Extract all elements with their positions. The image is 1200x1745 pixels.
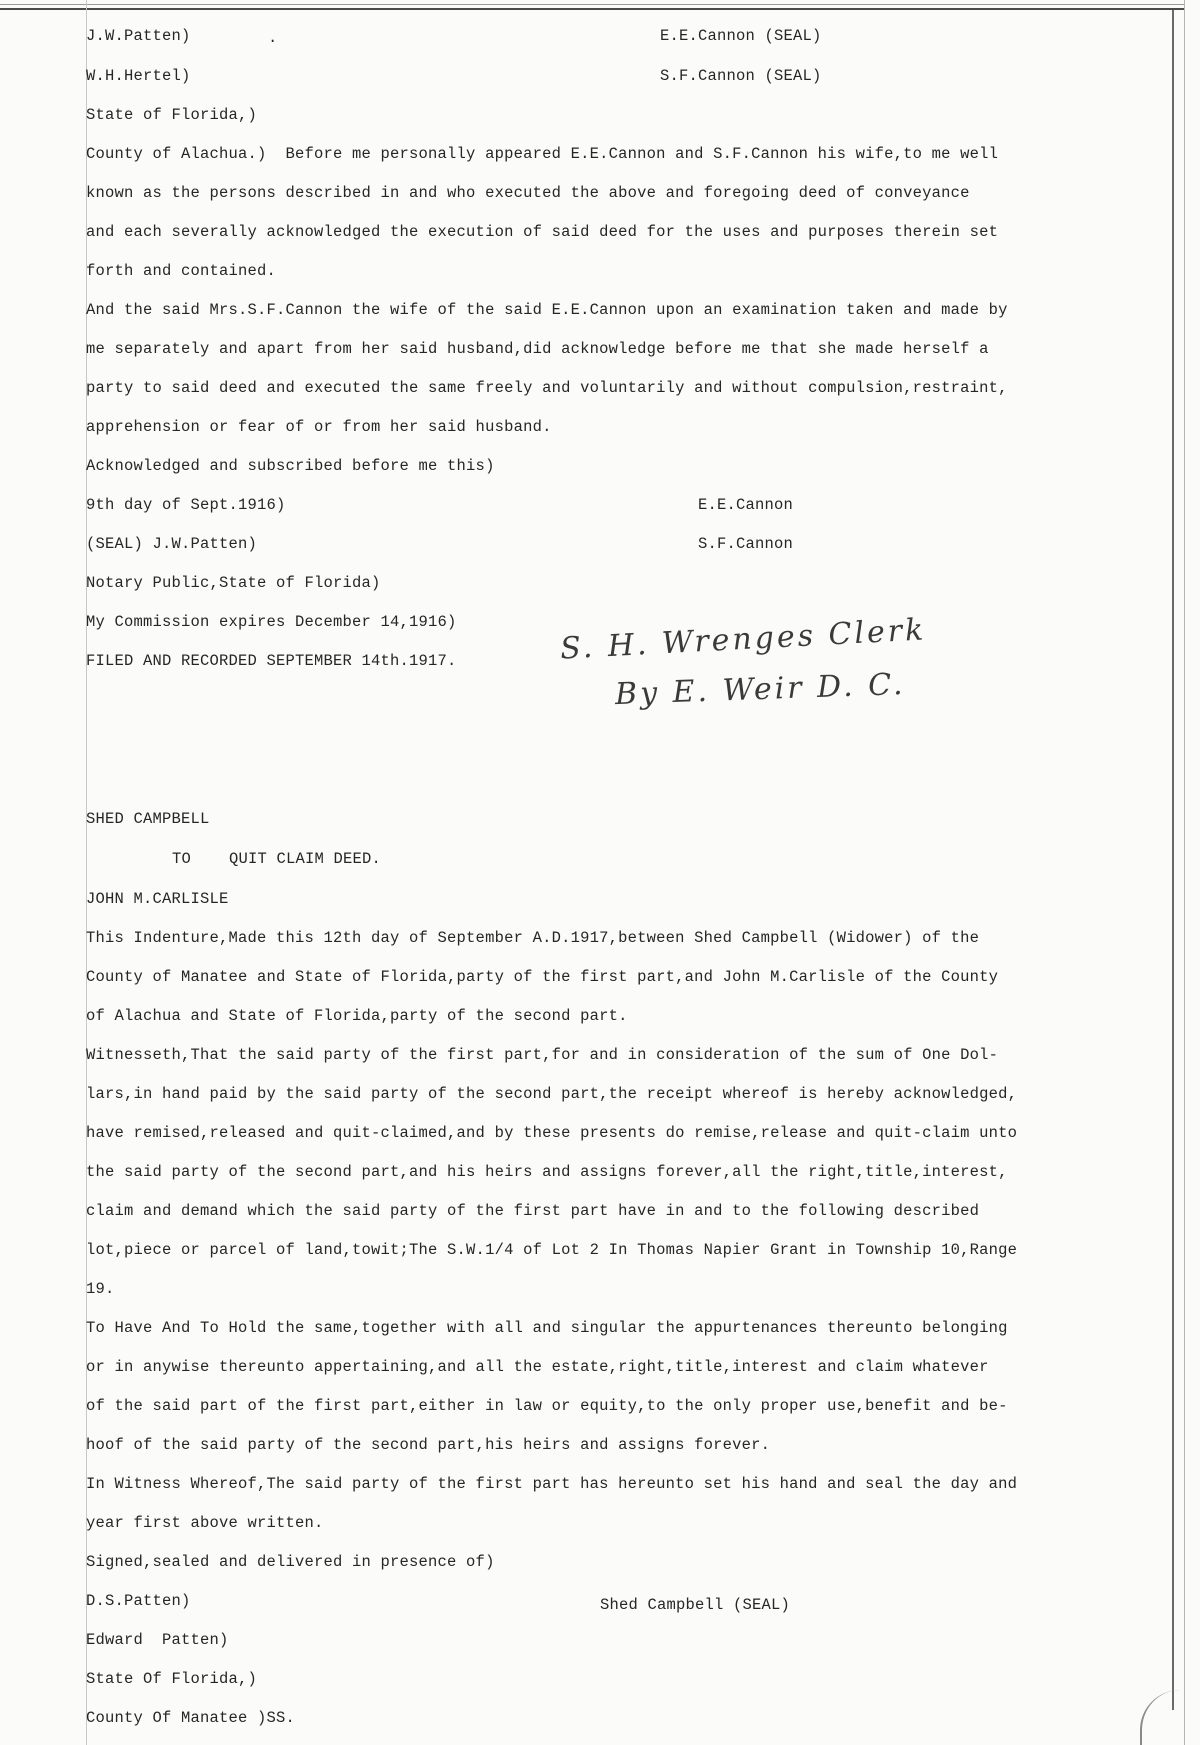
ack-date: 9th day of Sept.1916) [86,496,286,514]
deed-line-7: the said party of the second part,and his heirs and assigns forever,all the right,title,interest, [86,1163,1008,1181]
venue-county-2: County Of Manatee )SS. [86,1709,296,1727]
grantor-name-heading: SHED CAMPBELL [86,810,210,828]
deed-line-14: hoof of the said party of the second part,his heirs and assigns forever. [86,1436,771,1454]
ack-line-1: County of Alachua.) Before me personally appeared E.E.Cannon and S.F.Cannon his wife,to me well [86,145,999,163]
deed-line-2: County of Manatee and State of Florida,party of the first part,and John M.Carlisle of the County [86,968,999,986]
deed-line-16: year first above written. [86,1514,324,1532]
deed-line-9: lot,piece or parcel of land,towit;The S.W.1/4 of Lot 2 In Thomas Napier Grant in Township 10,Range [86,1241,1018,1259]
deed-line-1: This Indenture,Made this 12th day of September A.D.1917,between Shed Campbell (Widower) of the [86,929,980,947]
right-margin-rule [1172,10,1174,1710]
grantor-signature-1: E.E.Cannon (SEAL) [660,27,822,45]
grantor-signature-2: S.F.Cannon (SEAL) [660,67,822,85]
witness-line-1: J.W.Patten) [86,27,191,45]
notary-title: Notary Public,State of Florida) [86,574,381,592]
ack-line-8: apprehension or fear of or from her said husband. [86,418,552,436]
clerk-signature-handwritten: S. H. Wrenges Clerk [559,612,928,667]
deed-witness-1: D.S.Patten) [86,1592,191,1610]
deed-line-15: In Witness Whereof,The said party of the first part has hereunto set his hand and seal the day and [86,1475,1018,1493]
ack-line-5: And the said Mrs.S.F.Cannon the wife of the said E.E.Cannon upon an examination taken and made by [86,301,1008,319]
stray-dot: . [268,29,278,47]
ack-line-6: me separately and apart from her said husband,did acknowledge before me that she made herself a [86,340,989,358]
ack-line-3: and each severally acknowledged the execution of said deed for the uses and purposes therein set [86,223,999,241]
deed-line-13: of the said part of the first part,either in law or equity,to the only proper use,benefit and be- [86,1397,1008,1415]
right-edge-rule [1184,0,1185,1745]
notary-commission: My Commission expires December 14,1916) [86,613,457,631]
filed-recorded-1: FILED AND RECORDED SEPTEMBER 14th.1917. [86,652,457,670]
deed-line-10: 19. [86,1280,115,1298]
top-rule-thin [0,4,1185,5]
deed-line-8: claim and demand which the said party of the first part have in and to the following described [86,1202,980,1220]
signed-sealed-line: Signed,sealed and delivered in presence of) [86,1553,495,1571]
ack-line-4: forth and contained. [86,262,277,280]
deed-line-4: Witnesseth,That the said party of the first part,for and in consideration of the sum of One Dol- [86,1046,999,1064]
top-rule [0,8,1185,10]
ack-signer-2: S.F.Cannon [698,535,794,553]
deed-line-12: or in anywise thereunto appertaining,and all the estate,right,title,interest and claim whatever [86,1358,989,1376]
ack-signer-1: E.E.Cannon [698,496,794,514]
ack-subscribed: Acknowledged and subscribed before me this) [86,457,495,475]
deed-line-6: have remised,released and quit-claimed,and by these presents do remise,release and quit-claim unto [86,1124,1018,1142]
witness-line-2: W.H.Hertel) [86,67,191,85]
grantee-name-heading: JOHN M.CARLISLE [86,890,229,908]
venue-state-2: State Of Florida,) [86,1670,258,1688]
ack-line-7: party to said deed and executed the same freely and voluntarily and without compulsion,restraint, [86,379,1008,397]
deed-type-heading: TO QUIT CLAIM DEED. [172,850,382,868]
venue-state: State of Florida,) [86,106,258,124]
deed-line-3: of Alachua and State of Florida,party of the second part. [86,1007,628,1025]
ack-line-2: known as the persons described in and who executed the above and foregoing deed of conveyance [86,184,970,202]
page-corner-curl [1140,1690,1200,1745]
deed-line-5: lars,in hand paid by the said party of the second part,the receipt whereof is hereby acknowledged, [86,1085,1018,1103]
notary-seal-line: (SEAL) J.W.Patten) [86,535,258,553]
deed-witness-2: Edward Patten) [86,1631,229,1649]
deed-line-11: To Have And To Hold the same,together with all and singular the appurtenances thereunto belonging [86,1319,1008,1337]
grantor-signature-seal: Shed Campbell (SEAL) [600,1596,791,1614]
deputy-clerk-signature-handwritten: By E. Weir D. C. [614,666,907,713]
